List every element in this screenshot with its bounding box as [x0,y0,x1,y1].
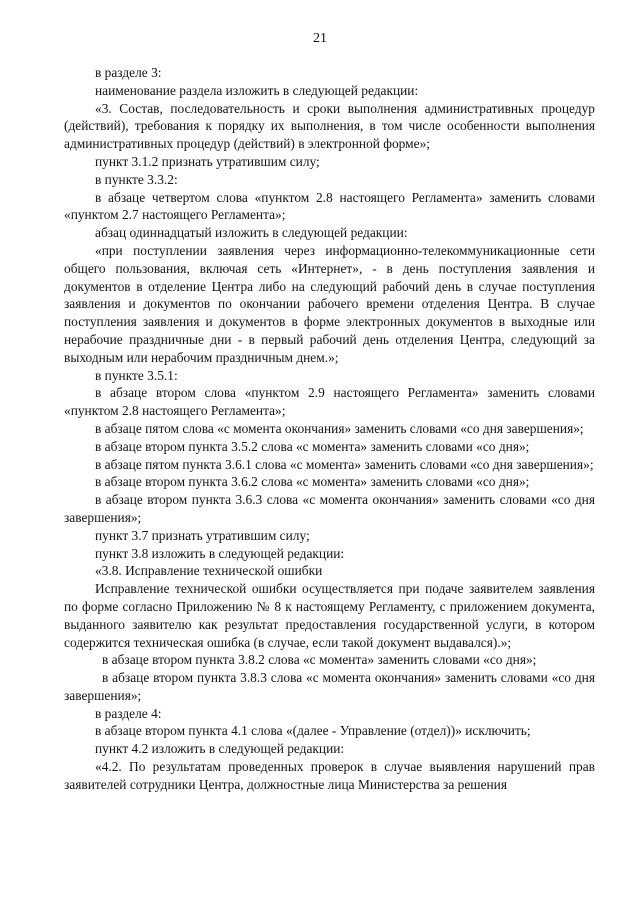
paragraph: в разделе 4: [95,705,162,721]
paragraph: в абзаце втором пункта 3.5.2 слова «с момента» заменить словами «со дня»; [95,438,530,454]
paragraph: «3. Состав, последовательность и сроки выполнения административных процедур (действий), требования к порядку их выполнения, в том числе особенности выполнения административных процедур (действий) в электронной форме»; [64,100,595,152]
paragraph: Исправление технической ошибки осуществляется при подаче заявителем заявления по форме согласно Приложению № 8 к настоящему Регламенту, с приложением документа, выданного заявителю как результат предоставления государственной услуги, в котором содержится техническая ошибка (в случае, если такой документ выдавался).»; [64,581,595,650]
paragraph: пункт 4.2 изложить в следующей редакции: [95,741,345,757]
paragraph: в абзаце втором слова «пунктом 2.9 настоящего Регламента» заменить словами «пунктом 2.8 настоящего Регламента»; [64,385,595,419]
paragraph: в абзаце втором пункта 3.8.3 слова «с момента окончания» заменить словами «со дня завершения»; [64,670,595,703]
document-body [64,64,595,794]
paragraph: «при поступлении заявления через информационно-телекоммуникационные сети общего пользования, включая сеть «Интернет», - в день поступления заявления и документов в отделение Центра либо на следующий рабочий день в случае поступления заявления и документов по окончании рабочего времени отделения Центра. В случае поступления заявления и документов в форме электронных документов в выходные или нерабочие праздничные дни - в первый рабочий день отделения Центра, следующий за выходным или нерабочим праздничным днем.»; [64,242,595,365]
paragraph: в абзаце четвертом слова «пунктом 2.8 настоящего Регламента» заменить словами «пунктом 2.7 настоящего Регламента»; [64,189,595,223]
paragraph: в разделе 3: [95,65,162,80]
paragraph: в абзаце втором пункта 4.1 слова «(далее - Управление (отдел))» исключить; [95,723,531,739]
paragraph: в абзаце пятом слова «с момента окончания» заменить словами «со дня завершения»; [95,420,584,436]
paragraph: пункт 3.8 изложить в следующей редакции: [95,545,345,561]
paragraph: абзац одиннадцатый изложить в следующей редакции: [95,225,408,241]
paragraph: пункт 3.7 признать утратившим силу; [95,527,310,543]
paragraph: в абзаце втором пункта 3.6.2 слова «с момента» заменить словами «со дня»; [95,474,530,490]
paragraph: в пункте 3.3.2: [95,171,178,187]
paragraph: в пункте 3.5.1: [95,367,178,383]
paragraph: «3.8. Исправление технической ошибки [95,563,323,579]
page-number: 21 [313,31,327,46]
paragraph: в абзаце втором пункта 3.8.2 слова «с момента» заменить словами «со дня»; [102,652,537,668]
paragraph: «4.2. По результатам проведенных проверок в случае выявления нарушений прав заявителей сотрудники Центра, должностные лица Министерства за решения [64,759,595,792]
paragraph: пункт 3.1.2 признать утратившим силу; [95,153,320,169]
paragraph: в абзаце пятом пункта 3.6.1 слова «с момента» заменить словами «со дня завершения»; [95,456,594,472]
paragraph: наименование раздела изложить в следующей редакции: [95,82,419,98]
paragraph: в абзаце втором пункта 3.6.3 слова «с момента окончания» заменить словами «со дня завершения»; [64,492,595,525]
